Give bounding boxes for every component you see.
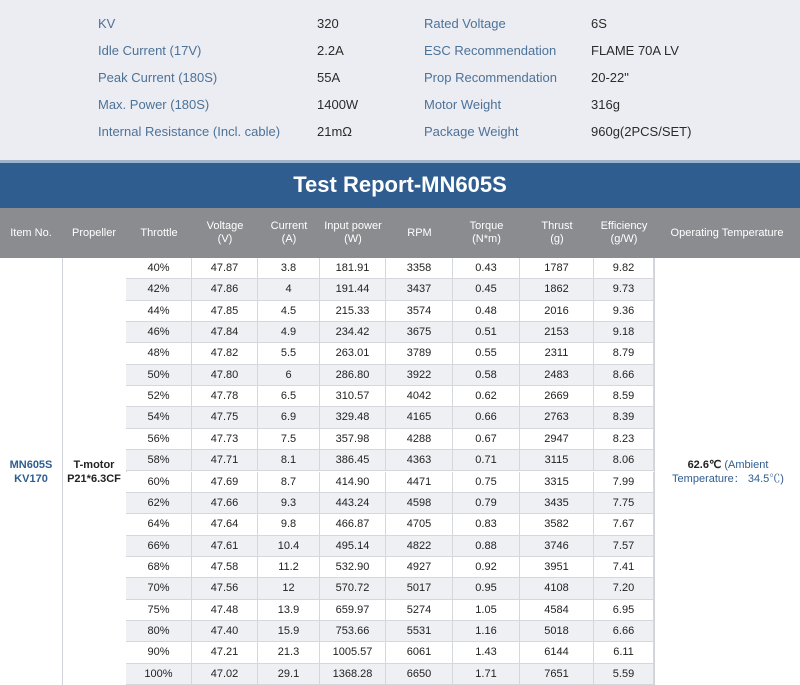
propeller-brand: T-motor (73, 458, 115, 471)
table-row (126, 621, 654, 642)
spec-label: Motor Weight (424, 97, 502, 112)
table-cell: 4471 (386, 472, 453, 493)
spec-value: 20-22" (591, 70, 629, 85)
table-cell: 47.71 (192, 450, 258, 471)
table-cell: 753.66 (320, 621, 386, 642)
table-cell: 47.87 (192, 258, 258, 279)
table-cell: 80% (126, 621, 192, 642)
table-cell: 8.59 (594, 386, 654, 407)
spec-label: Rated Voltage (424, 16, 506, 31)
table-cell: 47.58 (192, 557, 258, 578)
table-cell: 310.57 (320, 386, 386, 407)
table-row (126, 578, 654, 599)
table-row (126, 514, 654, 535)
operating-temperature-cell (654, 258, 800, 685)
table-cell: 4108 (520, 578, 594, 599)
column-header-unit: (N*m) (472, 233, 501, 245)
table-cell: 386.45 (320, 450, 386, 471)
table-cell: 47.80 (192, 365, 258, 386)
spec-value: 960g(2PCS/SET) (591, 124, 692, 139)
table-cell: 3315 (520, 472, 594, 493)
table-cell: 570.72 (320, 578, 386, 599)
table-cell: 5.59 (594, 664, 654, 685)
table-cell: 263.01 (320, 343, 386, 364)
table-cell: 47.61 (192, 536, 258, 557)
table-cell: 6.5 (258, 386, 320, 407)
table-cell: 7.5 (258, 429, 320, 450)
column-header-unit: (A) (281, 233, 297, 245)
column-header-label: Thrust (541, 220, 573, 232)
column-header-label: Input power (324, 220, 382, 232)
spec-panel (0, 0, 800, 160)
table-cell: 8.79 (594, 343, 654, 364)
spec-value: 1400W (317, 97, 359, 112)
table-cell: 58% (126, 450, 192, 471)
table-cell: 234.42 (320, 322, 386, 343)
column-header-label: Voltage (206, 220, 244, 232)
table-cell: 2947 (520, 429, 594, 450)
table-cell: 4042 (386, 386, 453, 407)
spec-label: Internal Resistance (Incl. cable) (98, 124, 281, 139)
table-cell: 8.39 (594, 407, 654, 428)
column-header-label: RPM (407, 226, 432, 239)
column-header-label: Throttle (140, 226, 178, 239)
table-cell: 6.95 (594, 600, 654, 621)
spec-value: 6S (591, 16, 607, 31)
column-header (654, 208, 800, 258)
table-cell: 47.85 (192, 301, 258, 322)
table-cell: 9.73 (594, 279, 654, 300)
table-cell: 5018 (520, 621, 594, 642)
item-number-cell (0, 258, 63, 685)
table-cell: 3789 (386, 343, 453, 364)
column-header (126, 208, 192, 258)
column-header (192, 208, 258, 258)
table-cell: 47.64 (192, 514, 258, 535)
column-header (520, 208, 594, 258)
table-cell: 1368.28 (320, 664, 386, 685)
table-cell: 40% (126, 258, 192, 279)
column-header (594, 208, 654, 258)
table-cell: 6 (258, 365, 320, 386)
table-cell: 7.75 (594, 493, 654, 514)
ambient-temperature: Temperature： 34.5℃) (672, 472, 784, 485)
spec-value: 2.2A (317, 43, 344, 58)
table-cell: 7.99 (594, 472, 654, 493)
table-cell: 50% (126, 365, 192, 386)
table-cell: 47.69 (192, 472, 258, 493)
table-cell: 2669 (520, 386, 594, 407)
table-cell: 659.97 (320, 600, 386, 621)
table-cell: 8.66 (594, 365, 654, 386)
table-cell: 5.5 (258, 343, 320, 364)
item-kv: KV170 (14, 472, 48, 485)
spec-row (0, 10, 800, 37)
spec-row (0, 118, 800, 145)
table-cell: 9.36 (594, 301, 654, 322)
table-cell: 466.87 (320, 514, 386, 535)
column-header-label: Item No. (10, 226, 52, 239)
column-header-unit: (g) (550, 233, 564, 245)
table-cell: 4165 (386, 407, 453, 428)
table-cell: 215.33 (320, 301, 386, 322)
table-cell: 60% (126, 472, 192, 493)
table-cell: 2311 (520, 343, 594, 364)
table-cell: 3922 (386, 365, 453, 386)
spec-value: FLAME 70A LV (591, 43, 679, 58)
spec-label: Prop Recommendation (424, 70, 557, 85)
table-cell: 3574 (386, 301, 453, 322)
column-header-label: Propeller (71, 226, 117, 239)
table-cell: 3582 (520, 514, 594, 535)
table-cell: 0.75 (453, 472, 520, 493)
spec-label: Peak Current (180S) (98, 70, 218, 85)
propeller-cell (62, 258, 127, 685)
table-cell: 495.14 (320, 536, 386, 557)
temperature-line (688, 458, 769, 472)
column-header (0, 208, 62, 258)
table-cell: 5531 (386, 621, 453, 642)
table-cell: 0.71 (453, 450, 520, 471)
table-row (126, 429, 654, 450)
column-header-label: Current (270, 220, 308, 232)
table-row (126, 343, 654, 364)
table-cell: 532.90 (320, 557, 386, 578)
table-cell: 7.67 (594, 514, 654, 535)
column-header-unit: (V) (217, 233, 233, 245)
table-row (126, 493, 654, 514)
table-cell: 11.2 (258, 557, 320, 578)
column-header-label: Operating Temperature (670, 226, 784, 239)
table-cell: 44% (126, 301, 192, 322)
spec-label: ESC Recommendation (424, 43, 557, 58)
column-header (453, 208, 520, 258)
column-header-label: Efficiency (600, 220, 648, 232)
table-cell: 3675 (386, 322, 453, 343)
spec-value: 21mΩ (317, 124, 353, 139)
spec-value: 320 (317, 16, 339, 31)
table-cell: 47.84 (192, 322, 258, 343)
table-cell: 1.43 (453, 642, 520, 663)
table-cell: 56% (126, 429, 192, 450)
table-cell: 47.66 (192, 493, 258, 514)
spec-label: Max. Power (180S) (98, 97, 210, 112)
table-cell: 62% (126, 493, 192, 514)
table-cell: 357.98 (320, 429, 386, 450)
table-cell: 4822 (386, 536, 453, 557)
table-cell: 1.05 (453, 600, 520, 621)
column-header (258, 208, 320, 258)
table-cell: 7.57 (594, 536, 654, 557)
ambient-note: (Ambient (724, 458, 769, 471)
table-cell: 0.83 (453, 514, 520, 535)
table-cell: 329.48 (320, 407, 386, 428)
table-cell: 2763 (520, 407, 594, 428)
table-cell: 47.73 (192, 429, 258, 450)
table-cell: 6144 (520, 642, 594, 663)
table-cell: 0.67 (453, 429, 520, 450)
table-cell: 181.91 (320, 258, 386, 279)
table-cell: 4.5 (258, 301, 320, 322)
table-cell: 8.7 (258, 472, 320, 493)
table-cell: 68% (126, 557, 192, 578)
table-cell: 47.86 (192, 279, 258, 300)
spec-row (0, 37, 800, 64)
table-cell: 1.71 (453, 664, 520, 685)
table-cell: 9.3 (258, 493, 320, 514)
table-cell: 47.56 (192, 578, 258, 599)
table-cell: 0.48 (453, 301, 520, 322)
table-cell: 0.51 (453, 322, 520, 343)
table-cell: 6.66 (594, 621, 654, 642)
table-cell: 29.1 (258, 664, 320, 685)
table-row (126, 642, 654, 663)
table-cell: 48% (126, 343, 192, 364)
table-cell: 4598 (386, 493, 453, 514)
table-cell: 3.8 (258, 258, 320, 279)
table-cell: 5017 (386, 578, 453, 599)
table-cell: 6061 (386, 642, 453, 663)
table-cell: 3358 (386, 258, 453, 279)
spec-row (0, 91, 800, 118)
table-cell: 7651 (520, 664, 594, 685)
table-cell: 0.66 (453, 407, 520, 428)
spec-row (0, 64, 800, 91)
spec-value: 316g (591, 97, 620, 112)
table-cell: 3746 (520, 536, 594, 557)
table-cell: 414.90 (320, 472, 386, 493)
spec-value: 55A (317, 70, 341, 85)
table-cell: 0.58 (453, 365, 520, 386)
table-row (126, 365, 654, 386)
table-cell: 7.20 (594, 578, 654, 599)
table-cell: 13.9 (258, 600, 320, 621)
table-cell: 100% (126, 664, 192, 685)
table-cell: 47.02 (192, 664, 258, 685)
table-cell: 191.44 (320, 279, 386, 300)
table-cell: 9.8 (258, 514, 320, 535)
table-cell: 3437 (386, 279, 453, 300)
table-cell: 2483 (520, 365, 594, 386)
table-cell: 6.11 (594, 642, 654, 663)
table-cell: 4927 (386, 557, 453, 578)
table-cell: 0.55 (453, 343, 520, 364)
table-row (126, 450, 654, 471)
table-row (126, 279, 654, 300)
table-cell: 9.82 (594, 258, 654, 279)
table-cell: 4288 (386, 429, 453, 450)
table-cell: 8.23 (594, 429, 654, 450)
propeller-size: P21*6.3CF (67, 472, 121, 485)
table-cell: 2016 (520, 301, 594, 322)
column-header (386, 208, 453, 258)
table-row (126, 472, 654, 493)
table-cell: 46% (126, 322, 192, 343)
table-row (126, 322, 654, 343)
table-cell: 4584 (520, 600, 594, 621)
column-header-label: Torque (469, 220, 504, 232)
column-header-unit: (g/W) (610, 233, 638, 245)
table-cell: 0.62 (453, 386, 520, 407)
table-cell: 47.75 (192, 407, 258, 428)
table-row (126, 664, 654, 685)
table-cell: 286.80 (320, 365, 386, 386)
report-title: Test Report-MN605S (293, 172, 507, 197)
table-cell: 4705 (386, 514, 453, 535)
table-cell: 54% (126, 407, 192, 428)
table-cell: 3435 (520, 493, 594, 514)
table-cell: 4.9 (258, 322, 320, 343)
table-cell: 3115 (520, 450, 594, 471)
spec-label: KV (98, 16, 116, 31)
column-header-unit: (W) (344, 233, 362, 245)
spec-label: Package Weight (424, 124, 519, 139)
table-cell: 4363 (386, 450, 453, 471)
table-cell: 10.4 (258, 536, 320, 557)
report-title-banner (0, 160, 800, 208)
table-cell: 47.40 (192, 621, 258, 642)
table-cell: 0.45 (453, 279, 520, 300)
table-cell: 15.9 (258, 621, 320, 642)
table-cell: 1005.57 (320, 642, 386, 663)
table-cell: 75% (126, 600, 192, 621)
table-cell: 21.3 (258, 642, 320, 663)
table-cell: 64% (126, 514, 192, 535)
table-cell: 9.18 (594, 322, 654, 343)
table-cell: 6650 (386, 664, 453, 685)
table-cell: 0.95 (453, 578, 520, 599)
item-model: MN605S (9, 458, 53, 471)
table-cell: 47.21 (192, 642, 258, 663)
table-cell: 42% (126, 279, 192, 300)
table-cell: 47.78 (192, 386, 258, 407)
table-cell: 4 (258, 279, 320, 300)
table-cell: 47.48 (192, 600, 258, 621)
table-cell: 0.43 (453, 258, 520, 279)
temperature-value: 62.6℃ (687, 458, 722, 471)
table-cell: 0.88 (453, 536, 520, 557)
table-cell: 12 (258, 578, 320, 599)
table-cell: 3951 (520, 557, 594, 578)
table-cell: 66% (126, 536, 192, 557)
table-row (126, 557, 654, 578)
table-cell: 2153 (520, 322, 594, 343)
table-cell: 0.92 (453, 557, 520, 578)
table-cell: 5274 (386, 600, 453, 621)
table-cell: 0.79 (453, 493, 520, 514)
table-header (0, 208, 800, 258)
table-cell: 8.06 (594, 450, 654, 471)
table-cell: 90% (126, 642, 192, 663)
table-cell: 7.41 (594, 557, 654, 578)
table-row (126, 258, 654, 279)
table-row (126, 600, 654, 621)
table-row (126, 536, 654, 557)
column-header (62, 208, 126, 258)
table-cell: 52% (126, 386, 192, 407)
table-cell: 6.9 (258, 407, 320, 428)
table-cell: 8.1 (258, 450, 320, 471)
table-cell: 47.82 (192, 343, 258, 364)
report-table-body (0, 258, 800, 685)
table-cell: 1787 (520, 258, 594, 279)
table-cell: 1.16 (453, 621, 520, 642)
column-header (320, 208, 386, 258)
table-row (126, 301, 654, 322)
table-row (126, 386, 654, 407)
table-cell: 1862 (520, 279, 594, 300)
table-cell: 443.24 (320, 493, 386, 514)
spec-label: Idle Current (17V) (98, 43, 202, 58)
table-row (126, 407, 654, 428)
table-cell: 70% (126, 578, 192, 599)
